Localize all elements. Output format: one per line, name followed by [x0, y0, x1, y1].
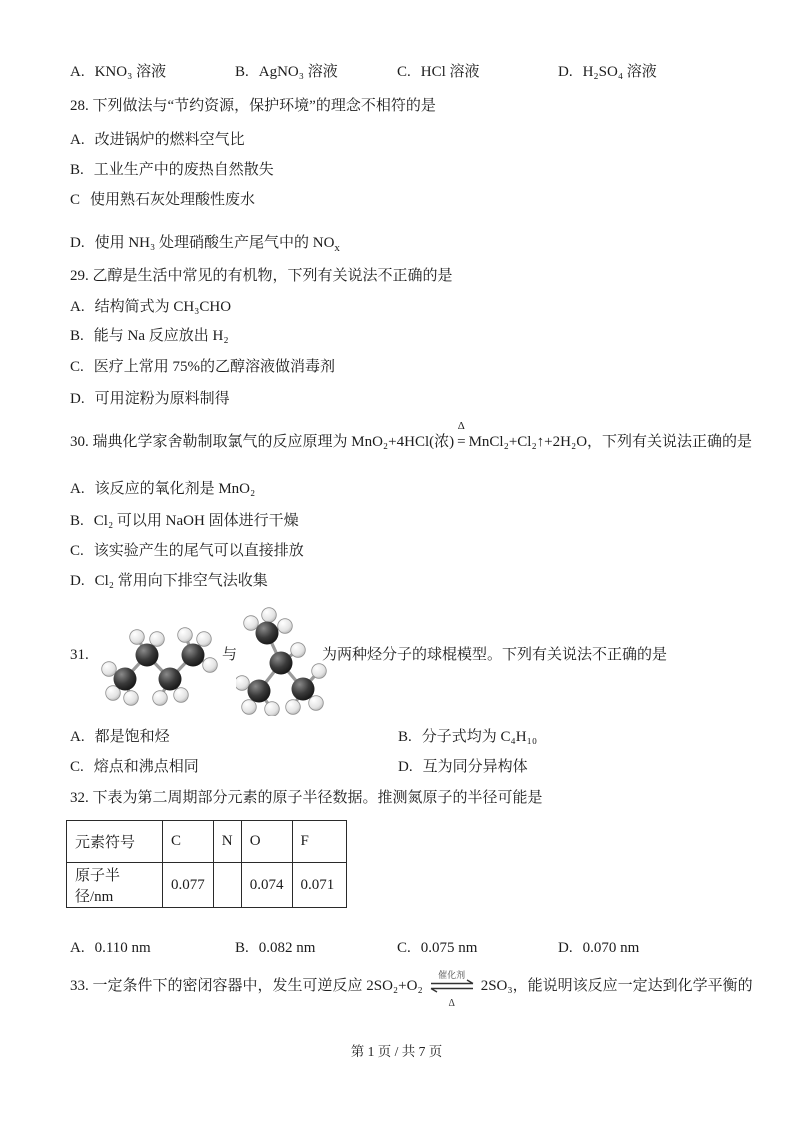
option-text: 0.070 nm	[582, 940, 640, 956]
q28-option-c	[70, 190, 255, 210]
q31-conjunction: 与	[222, 647, 238, 663]
option-text: HCl 溶液	[420, 64, 480, 80]
option-label: D.	[398, 759, 413, 775]
option-text: KNO₃ 溶液	[94, 64, 167, 80]
isobutane-ball-stick-model	[236, 606, 328, 716]
q30-option-d	[70, 571, 268, 591]
q30-stem-pre: 30. 瑞典化学家舍勒制取氯气的反应原理为 MnO₂+4HCl(浓)	[70, 434, 455, 450]
option-label: A.	[70, 729, 85, 745]
table-cell: C	[163, 821, 214, 863]
q27-option-d	[558, 62, 657, 82]
option-text: 0.110 nm	[94, 940, 151, 956]
q29-option-a	[70, 297, 231, 317]
table-data-row	[67, 863, 347, 908]
option-text: 该反应的氧化剂是 MnO₂	[94, 481, 256, 497]
q30-stem-post: MnCl₂+Cl₂↑+2H₂O，下列有关说法正确的是	[468, 434, 753, 450]
q28-option-d	[70, 233, 340, 258]
option-label: C.	[70, 359, 84, 375]
option-label: B.	[70, 328, 84, 344]
subscript-x: x	[334, 242, 340, 254]
option-text: 使用 NH₃ 处理硝酸生产尾气中的 NO	[94, 235, 335, 251]
option-text: 0.075 nm	[420, 940, 478, 956]
q27-option-a	[70, 62, 166, 82]
page-footer: 第 1 页 / 共 7 页	[350, 1044, 443, 1059]
q32-stem: 32. 下表为第二周期部分元素的原子半径数据。推测氮原子的半径可能是	[70, 790, 543, 806]
q33-stem-pre: 33. 一定条件下的密闭容器中，发生可逆反应 2SO₂+O₂	[70, 978, 423, 994]
option-text: 该实验产生的尾气可以直接排放	[93, 543, 304, 559]
q28-option-b	[70, 160, 274, 180]
option-label: C.	[397, 64, 411, 80]
q27-option-c	[397, 62, 480, 82]
table-cell: 0.077	[163, 863, 214, 908]
catalyst-label: 催化剂	[438, 970, 466, 980]
q32-option-b	[235, 938, 315, 958]
q31-option-b	[398, 727, 537, 747]
table-cell: O	[241, 821, 292, 863]
table-header-row	[67, 821, 347, 863]
option-text: 都是饱和烃	[94, 729, 170, 745]
q31-option-d	[398, 757, 528, 777]
delta-symbol: Δ	[457, 420, 465, 432]
q29-stem: 29. 乙醇是生活中常见的有机物，下列有关说法不正确的是	[70, 268, 453, 284]
option-label: D.	[558, 940, 573, 956]
option-text: 工业生产中的废热自然散失	[93, 162, 274, 178]
option-label: C	[70, 192, 81, 208]
q29-option-d	[70, 389, 230, 409]
option-label: D.	[70, 235, 85, 251]
option-label: B.	[235, 940, 249, 956]
table-cell: N	[213, 821, 241, 863]
q30-option-c	[70, 541, 304, 561]
q28-option-a	[70, 130, 245, 150]
option-text: Cl₂ 常用向下排空气法收集	[94, 573, 268, 589]
q30-stem	[70, 420, 753, 452]
option-label: A.	[70, 940, 85, 956]
option-label: A.	[70, 299, 85, 315]
option-label: A.	[70, 132, 85, 148]
option-label: B.	[398, 729, 412, 745]
table-cell: 元素符号	[67, 821, 163, 863]
q30-option-a	[70, 479, 255, 499]
option-label: C.	[397, 940, 411, 956]
reversible-reaction-symbol	[429, 970, 475, 1009]
option-text: 改进锅炉的燃料空气比	[94, 132, 245, 148]
q31-stem: 为两种烃分子的球棍模型。下列有关说法不正确的是	[322, 647, 668, 663]
q32-option-c	[397, 938, 477, 958]
q31-number: 31.	[70, 647, 89, 663]
option-label: C.	[70, 759, 84, 775]
option-label: B.	[70, 162, 84, 178]
equals-symbol: =	[457, 434, 466, 450]
option-text: 互为同分异构体	[422, 759, 528, 775]
atomic-radius-table	[66, 820, 347, 908]
option-text: 0.082 nm	[258, 940, 316, 956]
delta-label: Δ	[448, 998, 455, 1009]
table-cell: 0.074	[241, 863, 292, 908]
q33-stem	[70, 970, 753, 1009]
q32-option-d	[558, 938, 639, 958]
option-label: A.	[70, 481, 85, 497]
option-label: A.	[70, 64, 85, 80]
table-cell: 原子半径/nm	[67, 863, 163, 908]
option-text: AgNO₃ 溶液	[258, 64, 338, 80]
option-label: D.	[558, 64, 573, 80]
option-label: D.	[70, 391, 85, 407]
option-label: B.	[70, 513, 84, 529]
table-cell: F	[292, 821, 346, 863]
option-text: 可用淀粉为原料制得	[94, 391, 230, 407]
option-text: 使用熟石灰处理酸性废水	[90, 192, 256, 208]
reversible-arrow-icon	[429, 979, 475, 993]
option-label: D.	[70, 573, 85, 589]
option-text: 医疗上常用 75%的乙醇溶液做消毒剂	[93, 359, 336, 375]
q29-option-c	[70, 357, 335, 377]
table-cell: 0.071	[292, 863, 346, 908]
q30-option-b	[70, 511, 299, 531]
q27-option-b	[235, 62, 338, 82]
option-text: 熔点和沸点相同	[93, 759, 199, 775]
option-text: Cl₂ 可以用 NaOH 固体进行干燥	[93, 513, 299, 529]
delta-over-equals	[457, 420, 466, 452]
option-label: B.	[235, 64, 249, 80]
q32-option-a	[70, 938, 151, 958]
table-cell	[213, 863, 241, 908]
q29-option-b	[70, 326, 229, 346]
q31-option-a	[70, 727, 170, 747]
n-butane-ball-stick-model	[100, 622, 220, 707]
option-text: 分子式均为 C₄H₁₀	[421, 729, 538, 745]
option-text: 能与 Na 反应放出 H₂	[93, 328, 229, 344]
q31-option-c	[70, 757, 199, 777]
option-text: 结构简式为 CH₃CHO	[94, 299, 232, 315]
q33-stem-post: 2SO₃，能说明该反应一定达到化学平衡的	[480, 978, 753, 994]
option-text: H₂SO₄ 溶液	[582, 64, 657, 80]
q28-stem: 28. 下列做法与“节约资源，保护环境”的理念不相符的是	[70, 98, 436, 114]
option-label: C.	[70, 543, 84, 559]
